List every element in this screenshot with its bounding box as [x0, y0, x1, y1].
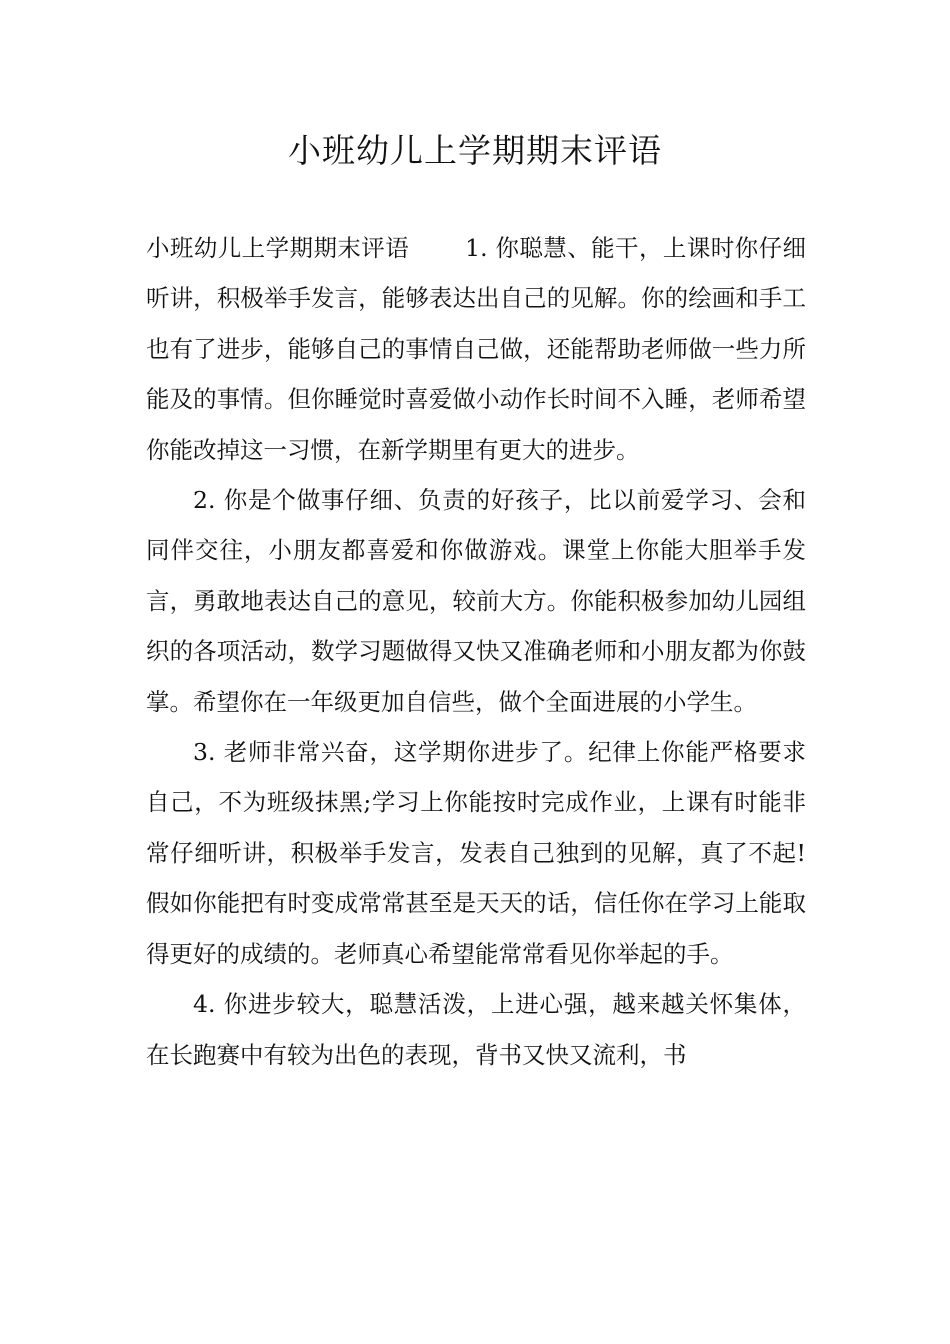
paragraph-2: 2. 你是个做事仔细、负责的好孩子，比以前爱学习、会和同伴交往，小朋友都喜爱和你做游戏。课堂上你能大胆举手发言，勇敢地表达自己的意见，较前大方。你能积极参加幼儿园组织的各项活动，数学习题做得又快又准确老师和小朋友都为你鼓掌。希望你在一年级更加自信些，做个全面进展的小学生。: [146, 486, 806, 716]
paragraph-1: [146, 223, 806, 475]
document-body: [146, 223, 806, 1080]
paragraph-4: 4. 你进步较大，聪慧活泼，上进心强，越来越关怀集体，在长跑赛中有较为出色的表现，背书又快又流利，书: [146, 990, 806, 1069]
paragraph-3: 3. 老师非常兴奋，这学期你进步了。纪律上你能严格要求自己，不为班级抹黑;学习上你能按时完成作业，上课有时能非常仔细听讲，积极举手发言，发表自己独到的见解，真了不起!假如你能把有时变成常常甚至是天天的话，信任你在学习上能取得更好的成绩的。老师真心希望能常常看见你举起的手。: [146, 738, 806, 968]
intro-heading: 小班幼儿上学期期末评语: [146, 234, 410, 262]
document-title: 小班幼儿上学期期末评语: [288, 131, 662, 170]
paragraph-1-text: 1. 你聪慧、能干，上课时你仔细听讲，积极举手发言，能够表达出自己的见解。你的绘画和手工也有了进步，能够自己的事情自己做，还能帮助老师做一些力所能及的事情。但你睡觉时喜爱做小动作长时间不入睡，老师希望你能改掉这一习惯，在新学期里有更大的进步。: [146, 234, 806, 464]
